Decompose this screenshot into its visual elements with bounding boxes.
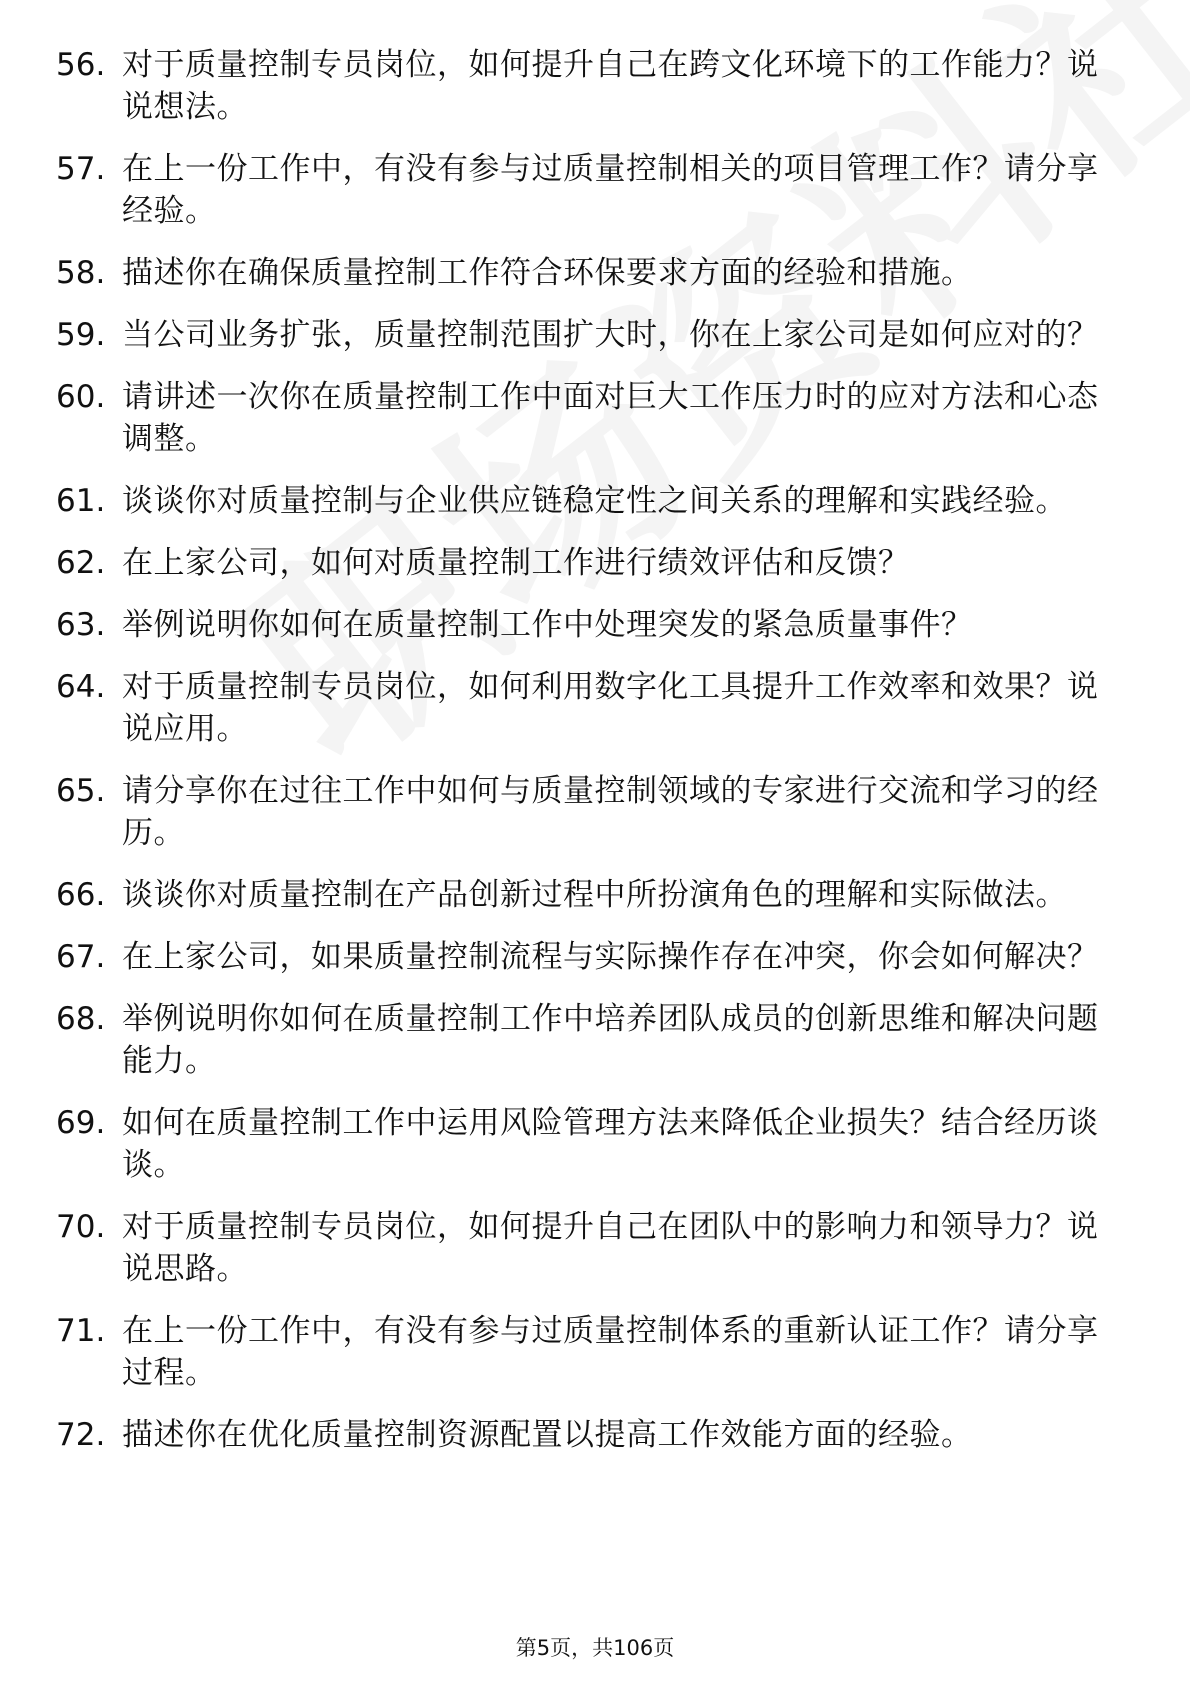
question-number: 62.: [56, 545, 106, 581]
question-text: 描述你在确保质量控制工作符合环保要求方面的经验和措施。: [122, 255, 973, 291]
list-item: [56, 936, 1116, 978]
question-text: 在上一份工作中，有没有参与过质量控制体系的重新认证工作？请分享过程。: [122, 1313, 1099, 1391]
list-item: [56, 252, 1116, 294]
list-item: [56, 1414, 1116, 1456]
question-text: 谈谈你对质量控制在产品创新过程中所扮演角色的理解和实际做法。: [122, 877, 1067, 913]
list-item: [56, 1102, 1116, 1186]
list-item: [56, 314, 1116, 356]
question-number: 66.: [56, 877, 106, 913]
question-text: 对于质量控制专员岗位，如何提升自己在团队中的影响力和领导力？说说思路。: [122, 1209, 1099, 1287]
question-number: 64.: [56, 669, 106, 705]
question-number: 72.: [56, 1417, 106, 1453]
question-text: 对于质量控制专员岗位，如何利用数字化工具提升工作效率和效果？说说应用。: [122, 669, 1099, 747]
question-number: 67.: [56, 939, 106, 975]
question-text: 谈谈你对质量控制与企业供应链稳定性之间关系的理解和实践经验。: [122, 483, 1067, 519]
page-footer: [0, 1634, 1190, 1662]
list-item: [56, 770, 1116, 854]
question-text: 在上家公司，如果质量控制流程与实际操作存在冲突，你会如何解决？: [122, 939, 1099, 975]
list-item: [56, 1206, 1116, 1290]
list-item: [56, 604, 1116, 646]
question-text: 举例说明你如何在质量控制工作中培养团队成员的创新思维和解决问题能力。: [122, 1001, 1099, 1079]
list-item: [56, 874, 1116, 916]
question-number: 71.: [56, 1313, 106, 1349]
question-number: 65.: [56, 773, 106, 809]
question-text: 如何在质量控制工作中运用风险管理方法来降低企业损失？结合经历谈谈。: [122, 1105, 1099, 1183]
question-number: 56.: [56, 47, 106, 83]
question-text: 对于质量控制专员岗位，如何提升自己在跨文化环境下的工作能力？说说想法。: [122, 47, 1099, 125]
question-text: 请讲述一次你在质量控制工作中面对巨大工作压力时的应对方法和心态调整。: [122, 379, 1099, 457]
question-number: 60.: [56, 379, 106, 415]
question-text: 请分享你在过往工作中如何与质量控制领域的专家进行交流和学习的经历。: [122, 773, 1099, 851]
question-number: 69.: [56, 1105, 106, 1141]
question-text: 在上一份工作中，有没有参与过质量控制相关的项目管理工作？请分享经验。: [122, 151, 1099, 229]
question-text: 在上家公司，如何对质量控制工作进行绩效评估和反馈？: [122, 545, 910, 581]
list-item: [56, 1310, 1116, 1394]
question-number: 68.: [56, 1001, 106, 1037]
question-list: [56, 44, 1116, 1476]
list-item: [56, 542, 1116, 584]
page-number: 第5页，共106页: [515, 1636, 675, 1660]
list-item: [56, 148, 1116, 232]
question-number: 63.: [56, 607, 106, 643]
question-number: 57.: [56, 151, 106, 187]
question-text: 描述你在优化质量控制资源配置以提高工作效能方面的经验。: [122, 1417, 973, 1453]
question-number: 58.: [56, 255, 106, 291]
question-number: 61.: [56, 483, 106, 519]
list-item: [56, 998, 1116, 1082]
list-item: [56, 666, 1116, 750]
list-item: [56, 480, 1116, 522]
question-number: 70.: [56, 1209, 106, 1245]
list-item: [56, 376, 1116, 460]
question-text: 举例说明你如何在质量控制工作中处理突发的紧急质量事件？: [122, 607, 973, 643]
list-item: [56, 44, 1116, 128]
question-number: 59.: [56, 317, 106, 353]
question-text: 当公司业务扩张，质量控制范围扩大时，你在上家公司是如何应对的？: [122, 317, 1099, 353]
